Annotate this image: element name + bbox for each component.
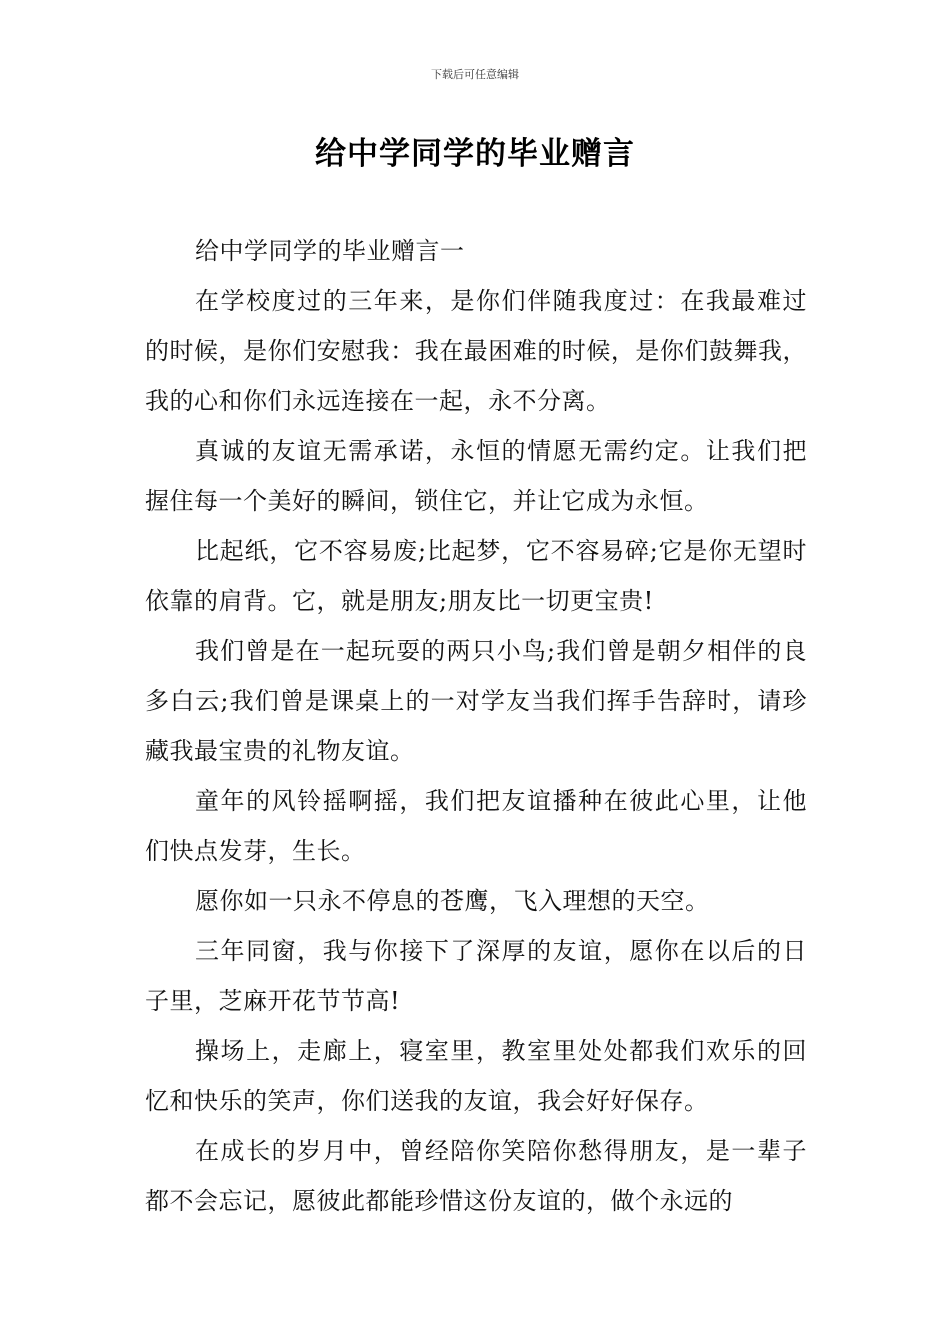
paragraph: 愿你如一只永不停息的苍鹰，飞入理想的天空。 (195, 887, 710, 915)
paragraph: 在学校度过的三年来，是你们伴随我度过：在我最难过的时候，是你们安慰我：我在最困难的时候，是你们鼓舞我，我的心和你们永远连接在一起，永不分离。 (145, 287, 807, 415)
paragraph: 我们曾是在一起玩耍的两只小鸟;我们曾是朝夕相伴的良多白云;我们曾是课桌上的一对学友当我们挥手告辞时，请珍藏我最宝贵的礼物友谊。 (145, 637, 807, 765)
header-note: 下载后可任意编辑 (431, 68, 519, 81)
paragraph: 三年同窗，我与你接下了深厚的友谊，愿你在以后的日子里，芝麻开花节节高! (145, 937, 807, 1015)
paragraph: 真诚的友谊无需承诺，永恒的情愿无需约定。让我们把握住每一个美好的瞬间，锁住它，并让它成为永恒。 (145, 437, 807, 515)
paragraph: 操场上，走廊上，寝室里，教室里处处都我们欢乐的回忆和快乐的笑声，你们送我的友谊，我会好好保存。 (145, 1037, 807, 1115)
paragraph: 童年的风铃摇啊摇，我们把友谊播种在彼此心里，让他们快点发芽，生长。 (145, 787, 807, 865)
paragraph: 在成长的岁月中，曾经陪你笑陪你愁得朋友，是一辈子都不会忘记，愿彼此都能珍惜这份友谊的，做个永远的 (145, 1137, 807, 1215)
document-body (145, 226, 807, 1226)
paragraph: 比起纸，它不容易废;比起梦，它不容易碎;它是你无望时依靠的肩背。它，就是朋友;朋友比一切更宝贵! (145, 537, 807, 615)
paragraph-subtitle: 给中学同学的毕业赠言一 (195, 237, 465, 265)
document-title: 给中学同学的毕业赠言 (315, 136, 635, 172)
